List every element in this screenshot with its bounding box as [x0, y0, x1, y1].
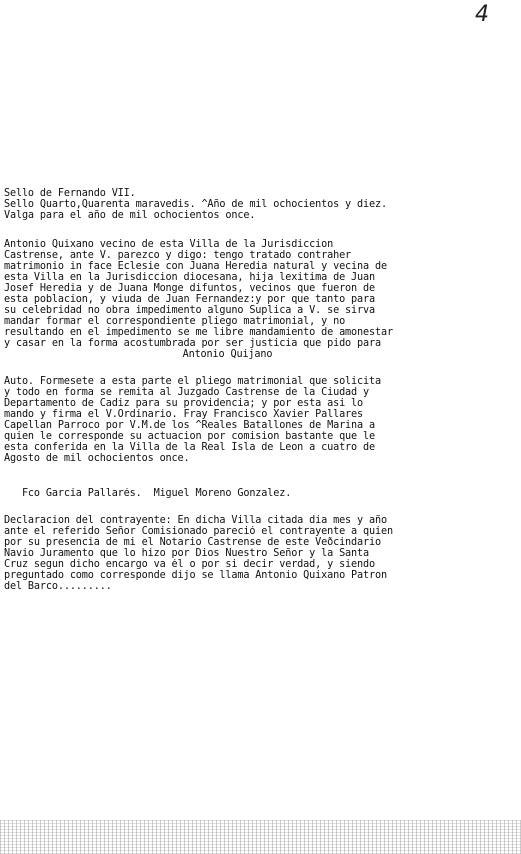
scan-noise-footer [0, 820, 521, 854]
text-line: Agosto de mil ochocientos once. [4, 453, 190, 464]
text-line: quien le corresponde su actuacion por comision bastante que le [4, 431, 375, 442]
text-line: Cruz segun dicho encargo va él o por si decir verdad, y siendo [4, 559, 375, 570]
text-line: Departamento de Cadiz para su providencia; y por esta asi lo [4, 398, 364, 409]
text-line: resultando en el impedimento se me libre mandamiento de amonestar [4, 327, 393, 338]
paragraph-declaracion [4, 515, 521, 592]
text-line: Capellan Parroco por V.M.de los ^Reales Batallones de Marina a [4, 420, 375, 431]
text-line: y casar en la forma acostumbrada por ser justicia que pido para [4, 338, 381, 349]
signature-line: Antonio Quijano [182, 349, 273, 360]
text-line: esta Villa en la Jurisdiccion diocesana, hija lexitima de Juan [4, 272, 375, 283]
paragraph-auto [4, 376, 521, 464]
text-line: esta conferida en la Villa de la Real Isla de Leon a cuatro de [4, 442, 375, 453]
text-line: Castrense, ante V. parezco y digo: tengo tratado contraher [4, 250, 352, 261]
text-line: mandar formar el correspondiente pliego matrimonial, y no [4, 316, 346, 327]
text-line: preguntado como corresponde dijo se llama Antonio Quixano Patron [4, 570, 387, 581]
text-line: ante el referido Señor Comisionado pareció el contrayente a quien [4, 526, 393, 537]
text-line: Antonio Quixano vecino de esta Villa de la Jurisdiccion [4, 239, 334, 250]
text-line: por su presencia de mi el Notario Castrense de este Veðcindario [4, 537, 381, 548]
text-line: Declaracion del contrayente: En dicha Villa citada dia mes y año [4, 515, 387, 526]
text-line: Josef Heredia y de Juana Monge difuntos, vecinos que fueron de [4, 283, 375, 294]
text-line: esta poblacion, y viuda de Juan Fernandez:y por que tanto para [4, 294, 375, 305]
text-line: Valga para el año de mil ochocientos once. [4, 210, 256, 221]
text-line: Auto. Formesete a esta parte el pliego matrimonial que solicita [4, 376, 381, 387]
paragraph-sello [4, 188, 521, 221]
text-line: Fco Garcia Pallarés. Miguel Moreno Gonzalez. [4, 488, 292, 499]
text-line: y todo en forma se remita al Juzgado Castrense de la Ciudad y [4, 387, 369, 398]
text-line: mando y firma el V.Ordinario. Fray Francisco Xavier Pallares [4, 409, 364, 420]
text-line: su celebridad no obra impedimento alguno Suplica a V. se sirva [4, 305, 375, 316]
text-line: del Barco......... [4, 581, 112, 592]
page-number: 4 [475, 2, 489, 27]
text-line: Sello Quarto,Quarenta maravedis. ^Año de mil ochocientos y diez. [4, 199, 387, 210]
text-line: matrimonio in face Eclesie con Juana Heredia natural y vecina de [4, 261, 387, 272]
paragraph-peticion [4, 239, 521, 360]
text-line: Navio Juramento que lo hizo por Dios Nuestro Señor y la Santa [4, 548, 369, 559]
text-line: Sello de Fernando VII. [4, 188, 136, 199]
paragraph-firmas [4, 488, 521, 499]
